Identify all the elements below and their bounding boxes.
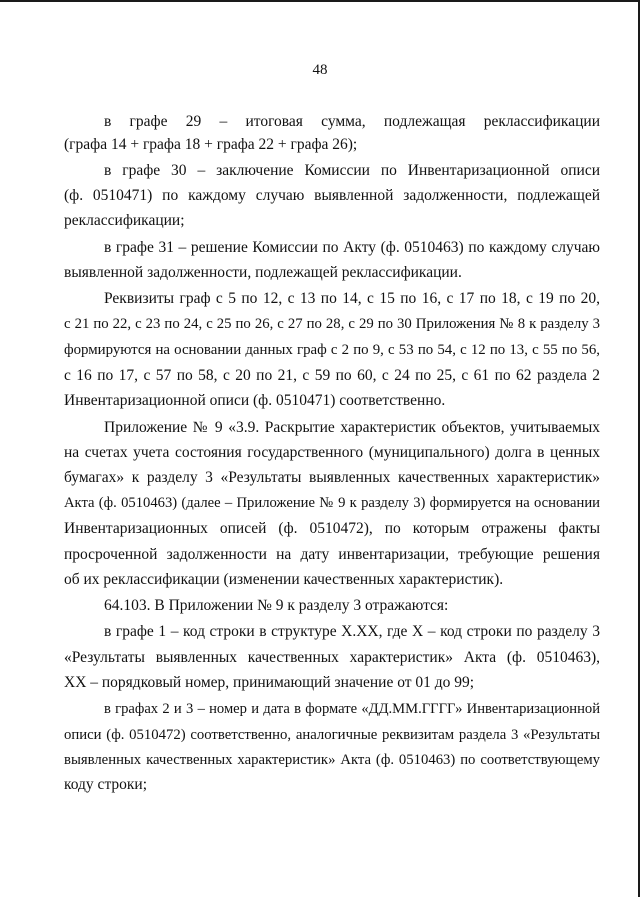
text-line: выявленной задолженности, подлежащей реклассификации.: [64, 264, 462, 281]
text-line: бумагах» к разделу 3 «Результаты выявленных качественных характеристик»: [64, 469, 600, 486]
text-line: «Результаты выявленных качественных характеристик» Акта (ф. 0510463),: [64, 649, 600, 666]
text-line: коду строки;: [64, 776, 148, 793]
text-line: в графе 1 – код строки в структуре X.XX, где X – код строки по разделу 3: [104, 623, 600, 640]
text-line: выявленных качественных характеристик» Акта (ф. 0510463) по соответствующему: [64, 752, 600, 768]
text-line: в графах 2 и 3 – номер и дата в формате «ДД.ММ.ГГГГ» Инвентаризационной: [104, 701, 600, 717]
text-line: в графе 31 – решение Комиссии по Акту (ф. 0510463) по каждому случаю: [104, 239, 600, 256]
text-line: 64.103. В Приложении № 9 к разделу 3 отражаются:: [104, 597, 449, 614]
text-line: на счетах учета состояния государственного (муниципального) долга в ценных: [64, 444, 600, 461]
text-line: Приложение № 9 «3.9. Раскрытие характеристик объектов, учитываемых: [104, 419, 600, 436]
text-line: Реквизиты граф с 5 по 12, с 13 по 14, с 15 по 16, с 17 по 18, с 19 по 20,: [104, 290, 600, 307]
text-line: реклассификации;: [64, 212, 185, 229]
text-line: XX – порядковый номер, принимающий значение от 01 до 99;: [64, 674, 475, 691]
text-line: с 21 по 22, с 23 по 24, с 25 по 26, с 27 по 28, с 29 по 30 Приложения № 8 к разделу 3: [64, 316, 600, 332]
text-line: с 16 по 17, с 57 по 58, с 20 по 21, с 59 по 60, с 24 по 25, с 61 по 62 раздела 2: [64, 367, 600, 384]
text-line: формируются на основании данных граф с 2 по 9, с 53 по 54, с 12 по 13, с 55 по 56,: [64, 342, 600, 358]
text-line: в графе 29 – итоговая сумма, подлежащая реклассификации: [104, 113, 600, 130]
text-line: (ф. 0510471) по каждому случаю выявленной задолженности, подлежащей: [64, 187, 600, 204]
text-line: Акта (ф. 0510463) (далее – Приложение № 9 к разделу 3) формируется на основании: [64, 495, 600, 511]
text-line: Инвентаризационной описи (ф. 0510471) соответственно.: [64, 392, 446, 409]
text-line: просроченной задолженности на дату инвентаризации, требующие решения: [64, 546, 600, 563]
text-line: Инвентаризационных описей (ф. 0510472), по которым отражены факты: [64, 520, 600, 537]
text-line: в графе 30 – заключение Комиссии по Инвентаризационной описи: [104, 162, 600, 179]
body-text: [64, 0, 600, 897]
text-line: об их реклассификации (изменении качественных характеристик).: [64, 571, 504, 588]
text-line: (графа 14 + графа 18 + графа 22 + графа 26);: [64, 136, 358, 153]
page-number: 48: [312, 62, 328, 78]
text-line: описи (ф. 0510472) соответственно, аналогичные реквизитам раздела 3 «Результаты: [64, 727, 600, 743]
